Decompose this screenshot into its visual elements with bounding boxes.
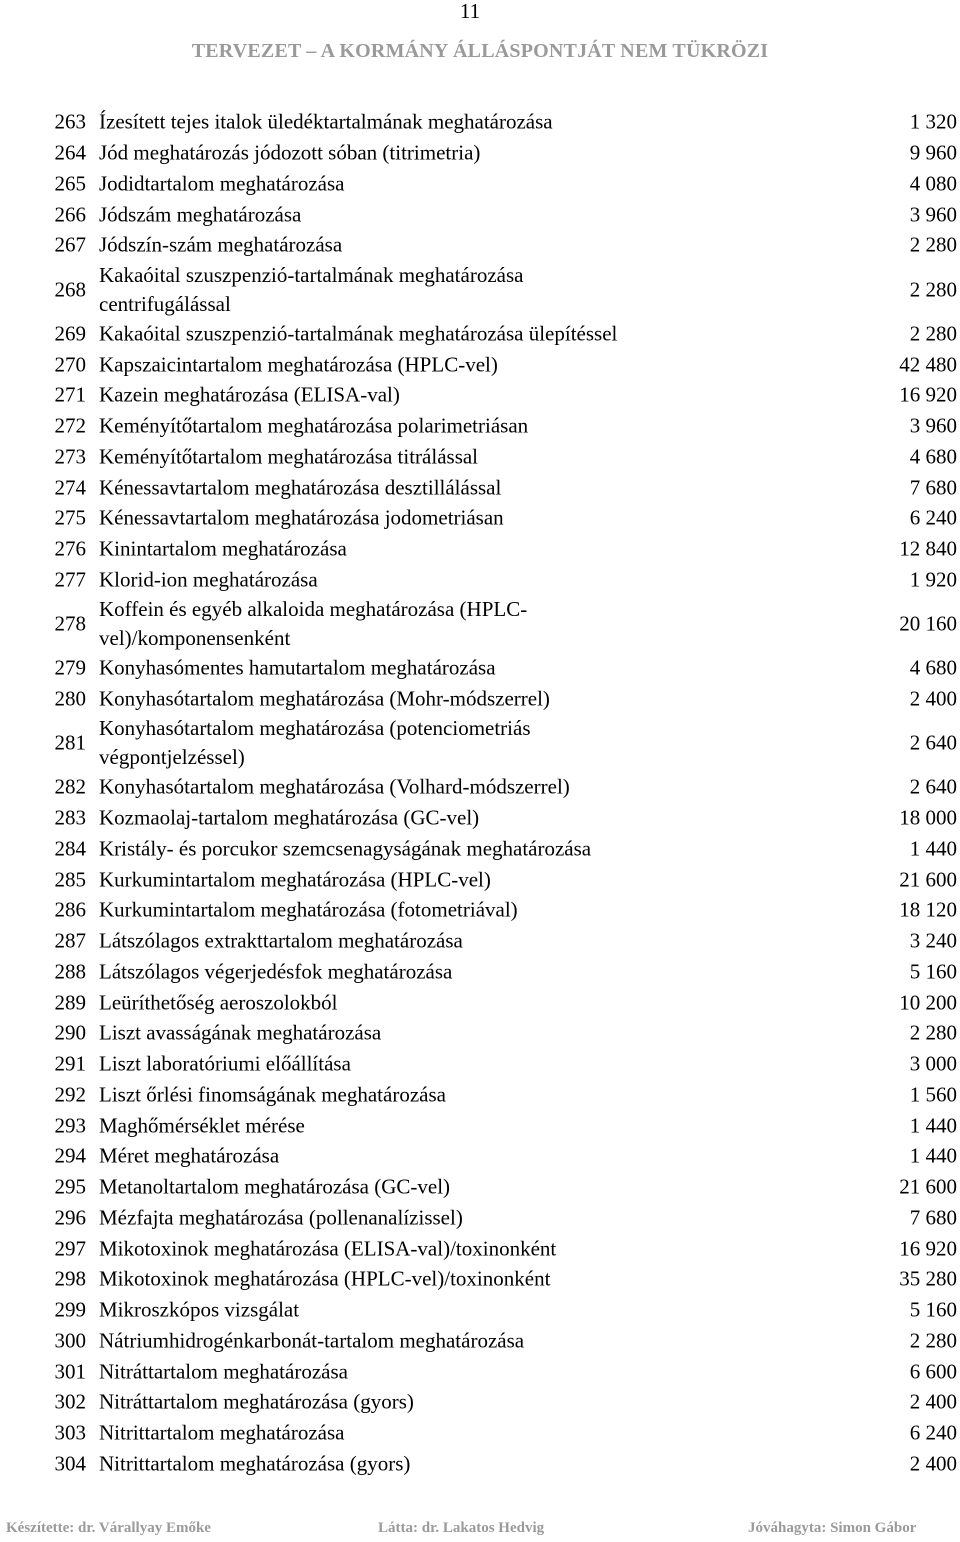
row-fee: 5 160 xyxy=(909,1297,957,1322)
row-number: 269 xyxy=(54,321,86,346)
row-description: Konyhasótartalom meghatározása (potenciometriás végpontjelzéssel) xyxy=(99,716,531,770)
table-row xyxy=(0,1172,960,1203)
table-row xyxy=(0,1049,960,1080)
row-number: 283 xyxy=(54,805,86,830)
row-number: 294 xyxy=(54,1143,86,1168)
row-description: Liszt avasságának meghatározása xyxy=(99,1020,382,1045)
row-number: 289 xyxy=(54,990,86,1015)
row-description: Méret meghatározása xyxy=(99,1143,280,1168)
row-fee: 16 920 xyxy=(899,1236,957,1261)
table-row xyxy=(0,895,960,926)
row-fee: 1 560 xyxy=(909,1082,957,1107)
row-fee: 4 680 xyxy=(909,655,957,680)
row-fee: 1 440 xyxy=(909,1143,957,1168)
row-fee: 1 440 xyxy=(909,836,957,861)
row-description: Mikroszkópos vizsgálat xyxy=(99,1297,300,1322)
table-row xyxy=(0,957,960,988)
row-fee: 1 920 xyxy=(909,567,957,592)
row-fee: 4 080 xyxy=(909,171,957,196)
row-fee: 2 280 xyxy=(909,1328,957,1353)
row-fee: 5 160 xyxy=(909,959,957,984)
row-number: 270 xyxy=(54,352,86,377)
footer-approved-by: Jóváhagyta: Simon Gábor xyxy=(748,1520,917,1536)
row-description: Klorid-ion meghatározása xyxy=(99,567,318,592)
table-row xyxy=(0,1110,960,1141)
table-row xyxy=(0,1203,960,1234)
row-fee: 7 680 xyxy=(909,1205,957,1230)
row-fee: 6 600 xyxy=(909,1359,957,1384)
table-row xyxy=(0,714,960,772)
row-description: Jód meghatározás jódozott sóban (titrimetria) xyxy=(99,140,481,165)
table-row xyxy=(0,107,960,138)
table-row xyxy=(0,684,960,715)
row-description: Mézfajta meghatározása (pollenanalízissel) xyxy=(99,1205,463,1230)
fee-table xyxy=(0,107,960,1479)
row-number: 277 xyxy=(54,567,86,592)
row-number: 279 xyxy=(54,655,86,680)
row-fee: 2 400 xyxy=(909,686,957,711)
row-fee: 21 600 xyxy=(899,867,957,892)
row-number: 276 xyxy=(54,536,86,561)
row-number: 288 xyxy=(54,959,86,984)
row-number: 290 xyxy=(54,1020,86,1045)
footer xyxy=(0,1520,960,1542)
row-number: 302 xyxy=(54,1389,86,1414)
table-row xyxy=(0,138,960,169)
row-number: 291 xyxy=(54,1051,86,1076)
row-fee: 6 240 xyxy=(909,1420,957,1445)
row-fee: 16 920 xyxy=(899,382,957,407)
table-row xyxy=(0,1018,960,1049)
row-description: Leüríthetőség aeroszolokból xyxy=(99,990,338,1015)
row-fee: 1 320 xyxy=(909,109,957,134)
row-description: Kapszaicintartalom meghatározása (HPLC-vel) xyxy=(99,352,498,377)
row-number: 273 xyxy=(54,444,86,469)
row-description: Konyhasótartalom meghatározása (Volhard-módszerrel) xyxy=(99,774,570,799)
table-row xyxy=(0,834,960,865)
row-fee: 18 000 xyxy=(899,805,957,830)
row-fee: 2 280 xyxy=(909,1020,957,1045)
row-description: Nitráttartalom meghatározása xyxy=(99,1359,348,1384)
row-description: Látszólagos extrakttartalom meghatározása xyxy=(99,928,463,953)
row-fee: 6 240 xyxy=(909,505,957,530)
row-number: 286 xyxy=(54,897,86,922)
table-row xyxy=(0,472,960,503)
row-description: Nitráttartalom meghatározása (gyors) xyxy=(99,1389,414,1414)
table-row xyxy=(0,441,960,472)
row-number: 265 xyxy=(54,171,86,196)
table-row xyxy=(0,503,960,534)
row-fee: 21 600 xyxy=(899,1174,957,1199)
row-number: 282 xyxy=(54,774,86,799)
row-fee: 3 960 xyxy=(909,413,957,438)
row-fee: 3 000 xyxy=(909,1051,957,1076)
table-row xyxy=(0,349,960,380)
table-row xyxy=(0,1418,960,1449)
row-fee: 2 280 xyxy=(909,321,957,346)
row-number: 304 xyxy=(54,1451,86,1476)
row-number: 263 xyxy=(54,109,86,134)
table-row xyxy=(0,803,960,834)
row-number: 292 xyxy=(54,1082,86,1107)
table-row xyxy=(0,411,960,442)
row-description: Kristály- és porcukor szemcsenagyságának meghatározása xyxy=(99,836,592,861)
row-number: 278 xyxy=(54,611,86,636)
row-fee: 10 200 xyxy=(899,990,957,1015)
row-fee: 18 120 xyxy=(899,897,957,922)
table-row xyxy=(0,1233,960,1264)
row-fee: 2 280 xyxy=(909,232,957,257)
page-number: 11 xyxy=(459,0,481,23)
row-description: Kakaóital szuszpenzió-tartalmának meghatározása centrifugálással xyxy=(99,262,524,316)
table-row xyxy=(0,1295,960,1326)
row-fee: 2 280 xyxy=(909,277,957,302)
row-number: 285 xyxy=(54,867,86,892)
row-fee: 4 680 xyxy=(909,444,957,469)
footer-prepared-by: Készítette: dr. Várallyay Emőke xyxy=(6,1520,211,1536)
table-row xyxy=(0,987,960,1018)
table-row xyxy=(0,318,960,349)
table-row xyxy=(0,534,960,565)
row-description: Keményítőtartalom meghatározása polarimetriásan xyxy=(99,413,529,438)
table-row xyxy=(0,653,960,684)
draft-header: TERVEZET – A KORMÁNY ÁLLÁSPONTJÁT NEM TÜKRÖZI xyxy=(191,40,769,62)
row-description: Nátriumhidrogénkarbonát-tartalom meghatározása xyxy=(99,1328,525,1353)
table-row xyxy=(0,564,960,595)
table-row xyxy=(0,926,960,957)
table-row xyxy=(0,1080,960,1111)
row-fee: 2 400 xyxy=(909,1389,957,1414)
row-description: Kurkumintartalom meghatározása (fotometriával) xyxy=(99,897,518,922)
table-row xyxy=(0,595,960,653)
row-description: Metanoltartalom meghatározása (GC-vel) xyxy=(99,1174,451,1199)
row-number: 284 xyxy=(54,836,86,861)
row-fee: 35 280 xyxy=(899,1266,957,1291)
row-description: Jódszín-szám meghatározása xyxy=(99,232,343,257)
table-row xyxy=(0,380,960,411)
row-fee: 12 840 xyxy=(899,536,957,561)
row-description: Jódszám meghatározása xyxy=(99,202,302,227)
row-description: Mikotoxinok meghatározása (HPLC-vel)/toxinonként xyxy=(99,1266,551,1291)
row-description: Nitrittartalom meghatározása (gyors) xyxy=(99,1451,411,1476)
table-row xyxy=(0,1326,960,1357)
row-number: 280 xyxy=(54,686,86,711)
row-number: 287 xyxy=(54,928,86,953)
row-description: Kénessavtartalom meghatározása jodometriásan xyxy=(99,505,504,530)
table-row xyxy=(0,199,960,230)
row-number: 272 xyxy=(54,413,86,438)
row-number: 301 xyxy=(54,1359,86,1384)
table-row xyxy=(0,1264,960,1295)
row-description: Konyhasótartalom meghatározása (Mohr-módszerrel) xyxy=(99,686,550,711)
row-description: Liszt laboratóriumi előállítása xyxy=(99,1051,351,1076)
row-description: Kurkumintartalom meghatározása (HPLC-vel) xyxy=(99,867,491,892)
row-number: 274 xyxy=(54,475,86,500)
row-description: Keményítőtartalom meghatározása titrálással xyxy=(99,444,479,469)
row-fee: 3 240 xyxy=(909,928,957,953)
row-description: Kinintartalom meghatározása xyxy=(99,536,347,561)
row-number: 296 xyxy=(54,1205,86,1230)
row-description: Liszt őrlési finomságának meghatározása xyxy=(99,1082,446,1107)
table-row xyxy=(0,1387,960,1418)
row-number: 295 xyxy=(54,1174,86,1199)
row-fee: 20 160 xyxy=(899,611,957,636)
row-description: Kazein meghatározása (ELISA-val) xyxy=(99,382,400,407)
row-description: Konyhasómentes hamutartalom meghatározása xyxy=(99,655,496,680)
row-fee: 1 440 xyxy=(909,1113,957,1138)
row-description: Mikotoxinok meghatározása (ELISA-val)/toxinonként xyxy=(99,1236,557,1261)
row-number: 264 xyxy=(54,140,86,165)
row-number: 300 xyxy=(54,1328,86,1353)
row-number: 271 xyxy=(54,382,86,407)
table-row xyxy=(0,230,960,261)
row-fee: 3 960 xyxy=(909,202,957,227)
row-fee: 9 960 xyxy=(909,140,957,165)
row-fee: 7 680 xyxy=(909,475,957,500)
row-number: 298 xyxy=(54,1266,86,1291)
row-number: 293 xyxy=(54,1113,86,1138)
row-fee: 2 640 xyxy=(909,774,957,799)
row-fee: 42 480 xyxy=(899,352,957,377)
row-number: 299 xyxy=(54,1297,86,1322)
row-number: 267 xyxy=(54,232,86,257)
row-number: 281 xyxy=(54,730,86,755)
table-row xyxy=(0,169,960,200)
row-fee: 2 400 xyxy=(909,1451,957,1476)
row-description: Nitrittartalom meghatározása xyxy=(99,1420,345,1445)
table-row xyxy=(0,1141,960,1172)
row-fee: 2 640 xyxy=(909,730,957,755)
row-description: Látszólagos végerjedésfok meghatározása xyxy=(99,959,453,984)
row-description: Jodidtartalom meghatározása xyxy=(99,171,345,196)
row-description: Maghőmérséklet mérése xyxy=(99,1113,305,1138)
table-row xyxy=(0,1449,960,1480)
row-description: Kakaóital szuszpenzió-tartalmának meghatározása ülepítéssel xyxy=(99,321,618,346)
row-description: Kénessavtartalom meghatározása desztillálással xyxy=(99,475,502,500)
row-description: Ízesített tejes italok üledéktartalmának meghatározása xyxy=(99,109,553,134)
row-description: Kozmaolaj-tartalom meghatározása (GC-vel) xyxy=(99,805,480,830)
footer-seen-by: Látta: dr. Lakatos Hedvig xyxy=(378,1520,545,1536)
table-row xyxy=(0,864,960,895)
row-number: 266 xyxy=(54,202,86,227)
row-description: Koffein és egyéb alkaloida meghatározása (HPLC-vel)/komponensenként xyxy=(99,597,528,651)
table-row xyxy=(0,261,960,319)
row-number: 297 xyxy=(54,1236,86,1261)
table-row xyxy=(0,1356,960,1387)
row-number: 275 xyxy=(54,505,86,530)
table-row xyxy=(0,772,960,803)
row-number: 303 xyxy=(54,1420,86,1445)
row-number: 268 xyxy=(54,277,86,302)
